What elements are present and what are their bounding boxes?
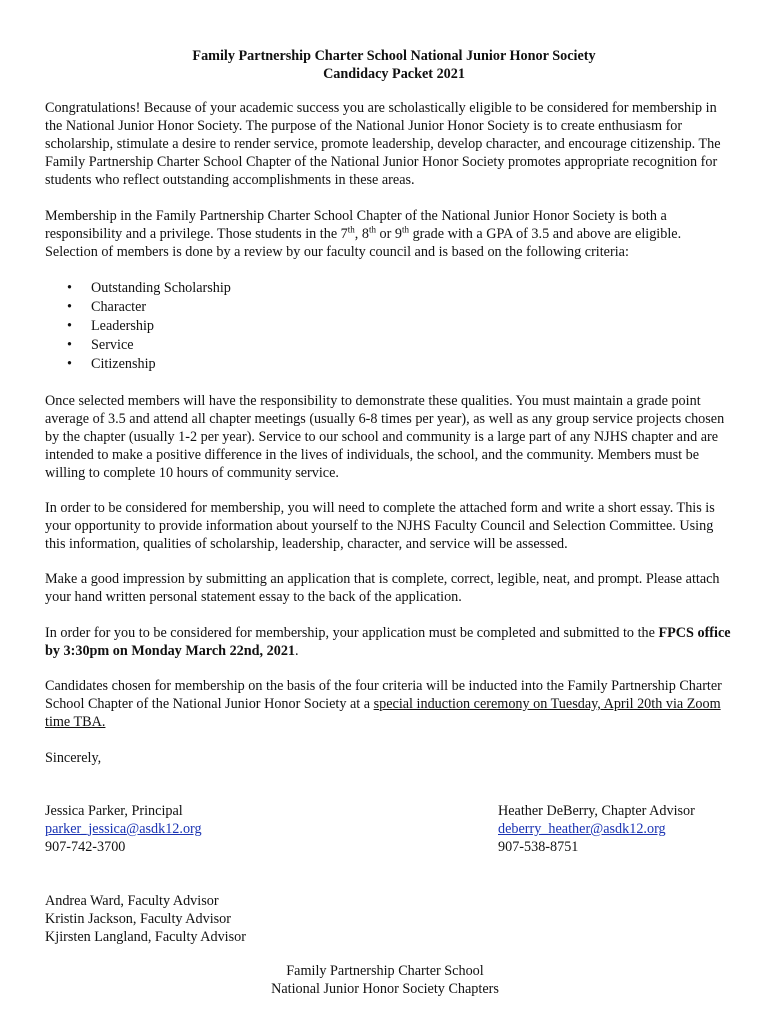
title-line-2: Candidacy Packet 2021: [323, 66, 465, 82]
criteria-item: • Citizenship: [67, 355, 231, 374]
faculty-advisors: [45, 892, 246, 946]
deadline-text: FPCS office by 3:30pm on Monday March 22nd, 2021: [45, 625, 731, 659]
impression-paragraph: Make a good impression by submitting an application that is complete, correct, legible, neat, and prompt. Please attach your hand written personal statement essay to the back of the application.: [45, 571, 720, 605]
intro-paragraph: Congratulations! Because of your academic success you are scholastically eligible to be considered for membership in the National Junior Honor Society. The purpose of the National Junior Honor Society is to create enthusiasm for scholarship, stimulate a desire to render service, promote leadership, develop character, and encourage citizenship. The Family Partnership Charter School Chapter of the National Junior Honor Society promotes appropriate recognition for students who reflect outstanding accomplishments in these areas.: [45, 100, 721, 188]
criteria-item: • Character: [67, 298, 231, 317]
footer-line-2: National Junior Honor Society Chapters: [271, 981, 499, 997]
faculty-advisor: Andrea Ward, Faculty Advisor: [45, 893, 219, 909]
principal-email-link[interactable]: parker_jessica@asdk12.org: [45, 821, 202, 837]
signature-chapter-advisor: [498, 802, 695, 856]
criteria-item: • Leadership: [67, 317, 231, 336]
footer: [0, 962, 770, 998]
title-line-1: Family Partnership Charter School National Junior Honor Society: [192, 48, 596, 64]
application-paragraph: In order to be considered for membership, you will need to complete the attached form and write a short essay. This is your opportunity to provide information about yourself to the NJHS Faculty Council and Selection Committee. Using this information, qualities of scholarship, leadership, character, and service will be assessed.: [45, 500, 715, 552]
faculty-advisor: Kjirsten Langland, Faculty Advisor: [45, 929, 246, 945]
induction-paragraph: Candidates chosen for membership on the basis of the four criteria will be inducted into the Family Partnership Charter School Chapter of the National Junior Honor Society at a special induction ceremony on Tuesday, April 20th via Zoom time TBA.: [45, 678, 722, 730]
document-title: [0, 47, 770, 83]
chapter-advisor-phone: 907-538-8751: [498, 839, 579, 855]
criteria-item: • Outstanding Scholarship: [67, 279, 231, 298]
principal-phone: 907-742-3700: [45, 839, 126, 855]
closing: Sincerely,: [45, 750, 102, 766]
induction-ceremony-text: special induction ceremony on Tuesday, April 20th via Zoom time TBA.: [45, 696, 721, 730]
membership-paragraph: Membership in the Family Partnership Charter School Chapter of the National Junior Honor Society is both a responsibility and a privilege. Those students in the 7th, 8th or 9th grade with a GPA of 3.5 and above are eligible. Selection of members is done by a review by our faculty council and is based on the following criteria:: [45, 208, 682, 260]
criteria-item: • Service: [67, 336, 231, 355]
chapter-advisor-email-link[interactable]: deberry_heather@asdk12.org: [498, 821, 666, 837]
signature-principal: [45, 802, 202, 856]
chapter-advisor-name: Heather DeBerry, Chapter Advisor: [498, 803, 695, 819]
footer-line-1: Family Partnership Charter School: [286, 963, 484, 979]
deadline-paragraph: In order for you to be considered for membership, your application must be completed and submitted to the FPCS office by 3:30pm on Monday March 22nd, 2021.: [45, 625, 731, 659]
criteria-list: [67, 279, 231, 374]
faculty-advisor: Kristin Jackson, Faculty Advisor: [45, 911, 232, 927]
principal-name: Jessica Parker, Principal: [45, 803, 183, 819]
responsibilities-paragraph: Once selected members will have the responsibility to demonstrate these qualities. You must maintain a grade point average of 3.5 and attend all chapter meetings (usually 6-8 times per year), as well as any group service projects chosen by the chapter (usually 1-2 per year). Service to our school and community is a large part of any NJHS chapter and are intended to make a positive difference in the lives of individuals, the school, and the community. Members must be willing to complete 10 hours of community service.: [45, 393, 725, 481]
